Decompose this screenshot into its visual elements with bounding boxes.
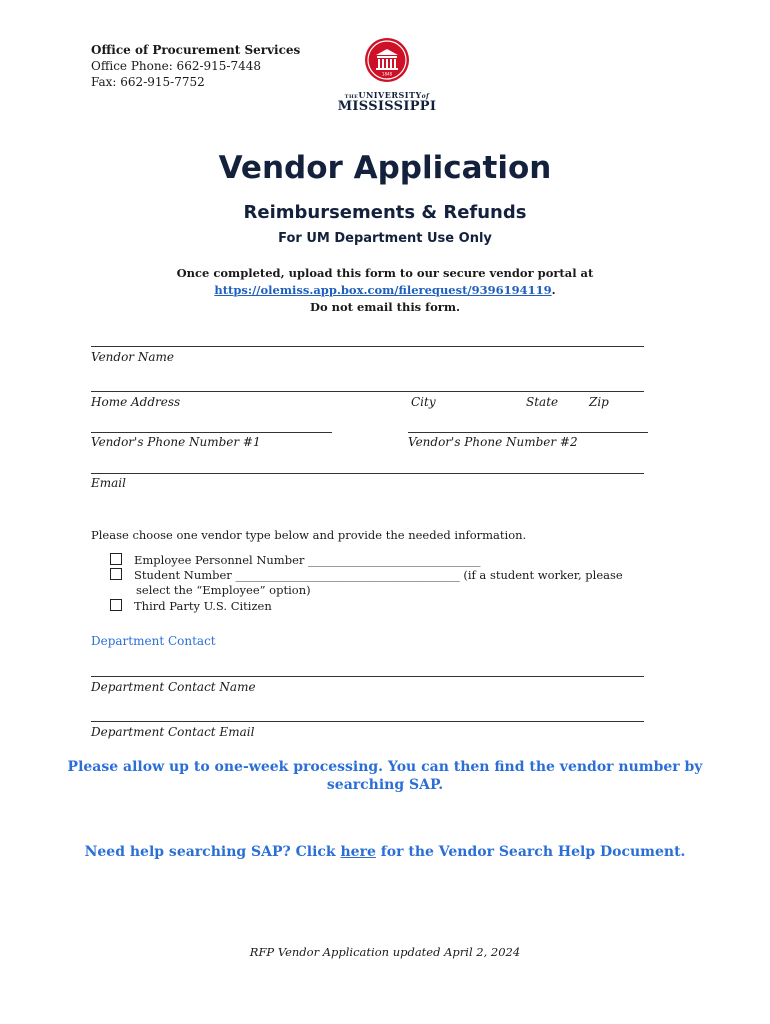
logo-university-text: UNIVERSITY <box>358 90 422 100</box>
processing-notice <box>0 758 770 794</box>
office-fax: Fax: 662-915-7752 <box>91 75 205 89</box>
university-logo <box>337 38 437 120</box>
vendor-name-label: Vendor Name <box>91 350 174 364</box>
email-field[interactable] <box>91 473 644 474</box>
city-label: City <box>411 395 436 409</box>
svg-text:1848: 1848 <box>381 71 393 77</box>
help-link[interactable]: here <box>340 844 376 860</box>
logo-state-text: MISSISSIPPI <box>337 99 437 114</box>
lyceum-seal-icon <box>365 38 409 82</box>
vendor-type-prompt: Please choose one vendor type below and provide the needed information. <box>91 528 527 542</box>
state-label: State <box>526 395 559 409</box>
option-employee <box>110 553 481 568</box>
office-name: Office of Procurement Services <box>91 43 301 57</box>
student-checkbox[interactable] <box>110 568 122 580</box>
footer-text: RFP Vendor Application updated April 2, 2024 <box>249 945 521 959</box>
help-suffix: for the Vendor Search Help Document. <box>375 844 686 860</box>
office-phone: Office Phone: 662-915-7448 <box>91 59 262 73</box>
page-subtitle: Reimbursements & Refunds <box>243 202 527 223</box>
phone2-label: Vendor's Phone Number #2 <box>408 435 578 449</box>
dept-contact-name-field[interactable] <box>91 676 644 677</box>
home-address-label: Home Address <box>91 395 181 409</box>
option-student <box>110 568 623 583</box>
dept-contact-email-label: Department Contact Email <box>91 725 255 739</box>
help-prefix: Need help searching SAP? Click <box>84 844 341 860</box>
processing-notice-line1: Please allow up to one-week processing. You can then find the vendor number by <box>67 759 703 775</box>
instructions-line3: Do not email this form. <box>309 300 461 314</box>
office-info <box>91 42 300 90</box>
help-text <box>0 843 770 861</box>
option-employee-label: Employee Personnel Number ______________________________ <box>134 553 481 567</box>
third-party-checkbox[interactable] <box>110 599 122 611</box>
logo-of-text: of <box>421 93 430 100</box>
zip-label: Zip <box>589 395 609 409</box>
option-third-party <box>110 599 272 614</box>
employee-checkbox[interactable] <box>110 553 122 565</box>
vendor-name-field[interactable] <box>91 346 644 347</box>
phone1-field[interactable] <box>91 432 332 433</box>
option-student-label: Student Number _______________________________________ (if a student worker, please <box>134 568 623 582</box>
dept-contact-name-label: Department Contact Name <box>91 680 256 694</box>
phone2-field[interactable] <box>408 432 648 433</box>
home-address-field[interactable] <box>91 391 644 392</box>
vendor-portal-link[interactable]: https://olemiss.app.box.com/filerequest/9396194119 <box>214 283 552 297</box>
logo-the-text: THE <box>344 94 359 100</box>
dept-contact-email-field[interactable] <box>91 721 644 722</box>
option-third-party-label: Third Party U.S. Citizen <box>134 599 272 613</box>
option-student-cont: select the “Employee” option) <box>136 583 311 597</box>
link-suffix: . <box>551 283 556 297</box>
processing-notice-line2: searching SAP. <box>326 777 444 793</box>
email-label: Email <box>91 476 126 490</box>
instructions-line1: Once completed, upload this form to our secure vendor portal at <box>176 266 594 280</box>
upload-instructions <box>0 265 770 316</box>
department-contact-heading: Department Contact <box>91 634 216 648</box>
page-title: Vendor Application <box>218 150 552 186</box>
page-tagline: For UM Department Use Only <box>278 231 492 246</box>
phone1-label: Vendor's Phone Number #1 <box>91 435 261 449</box>
